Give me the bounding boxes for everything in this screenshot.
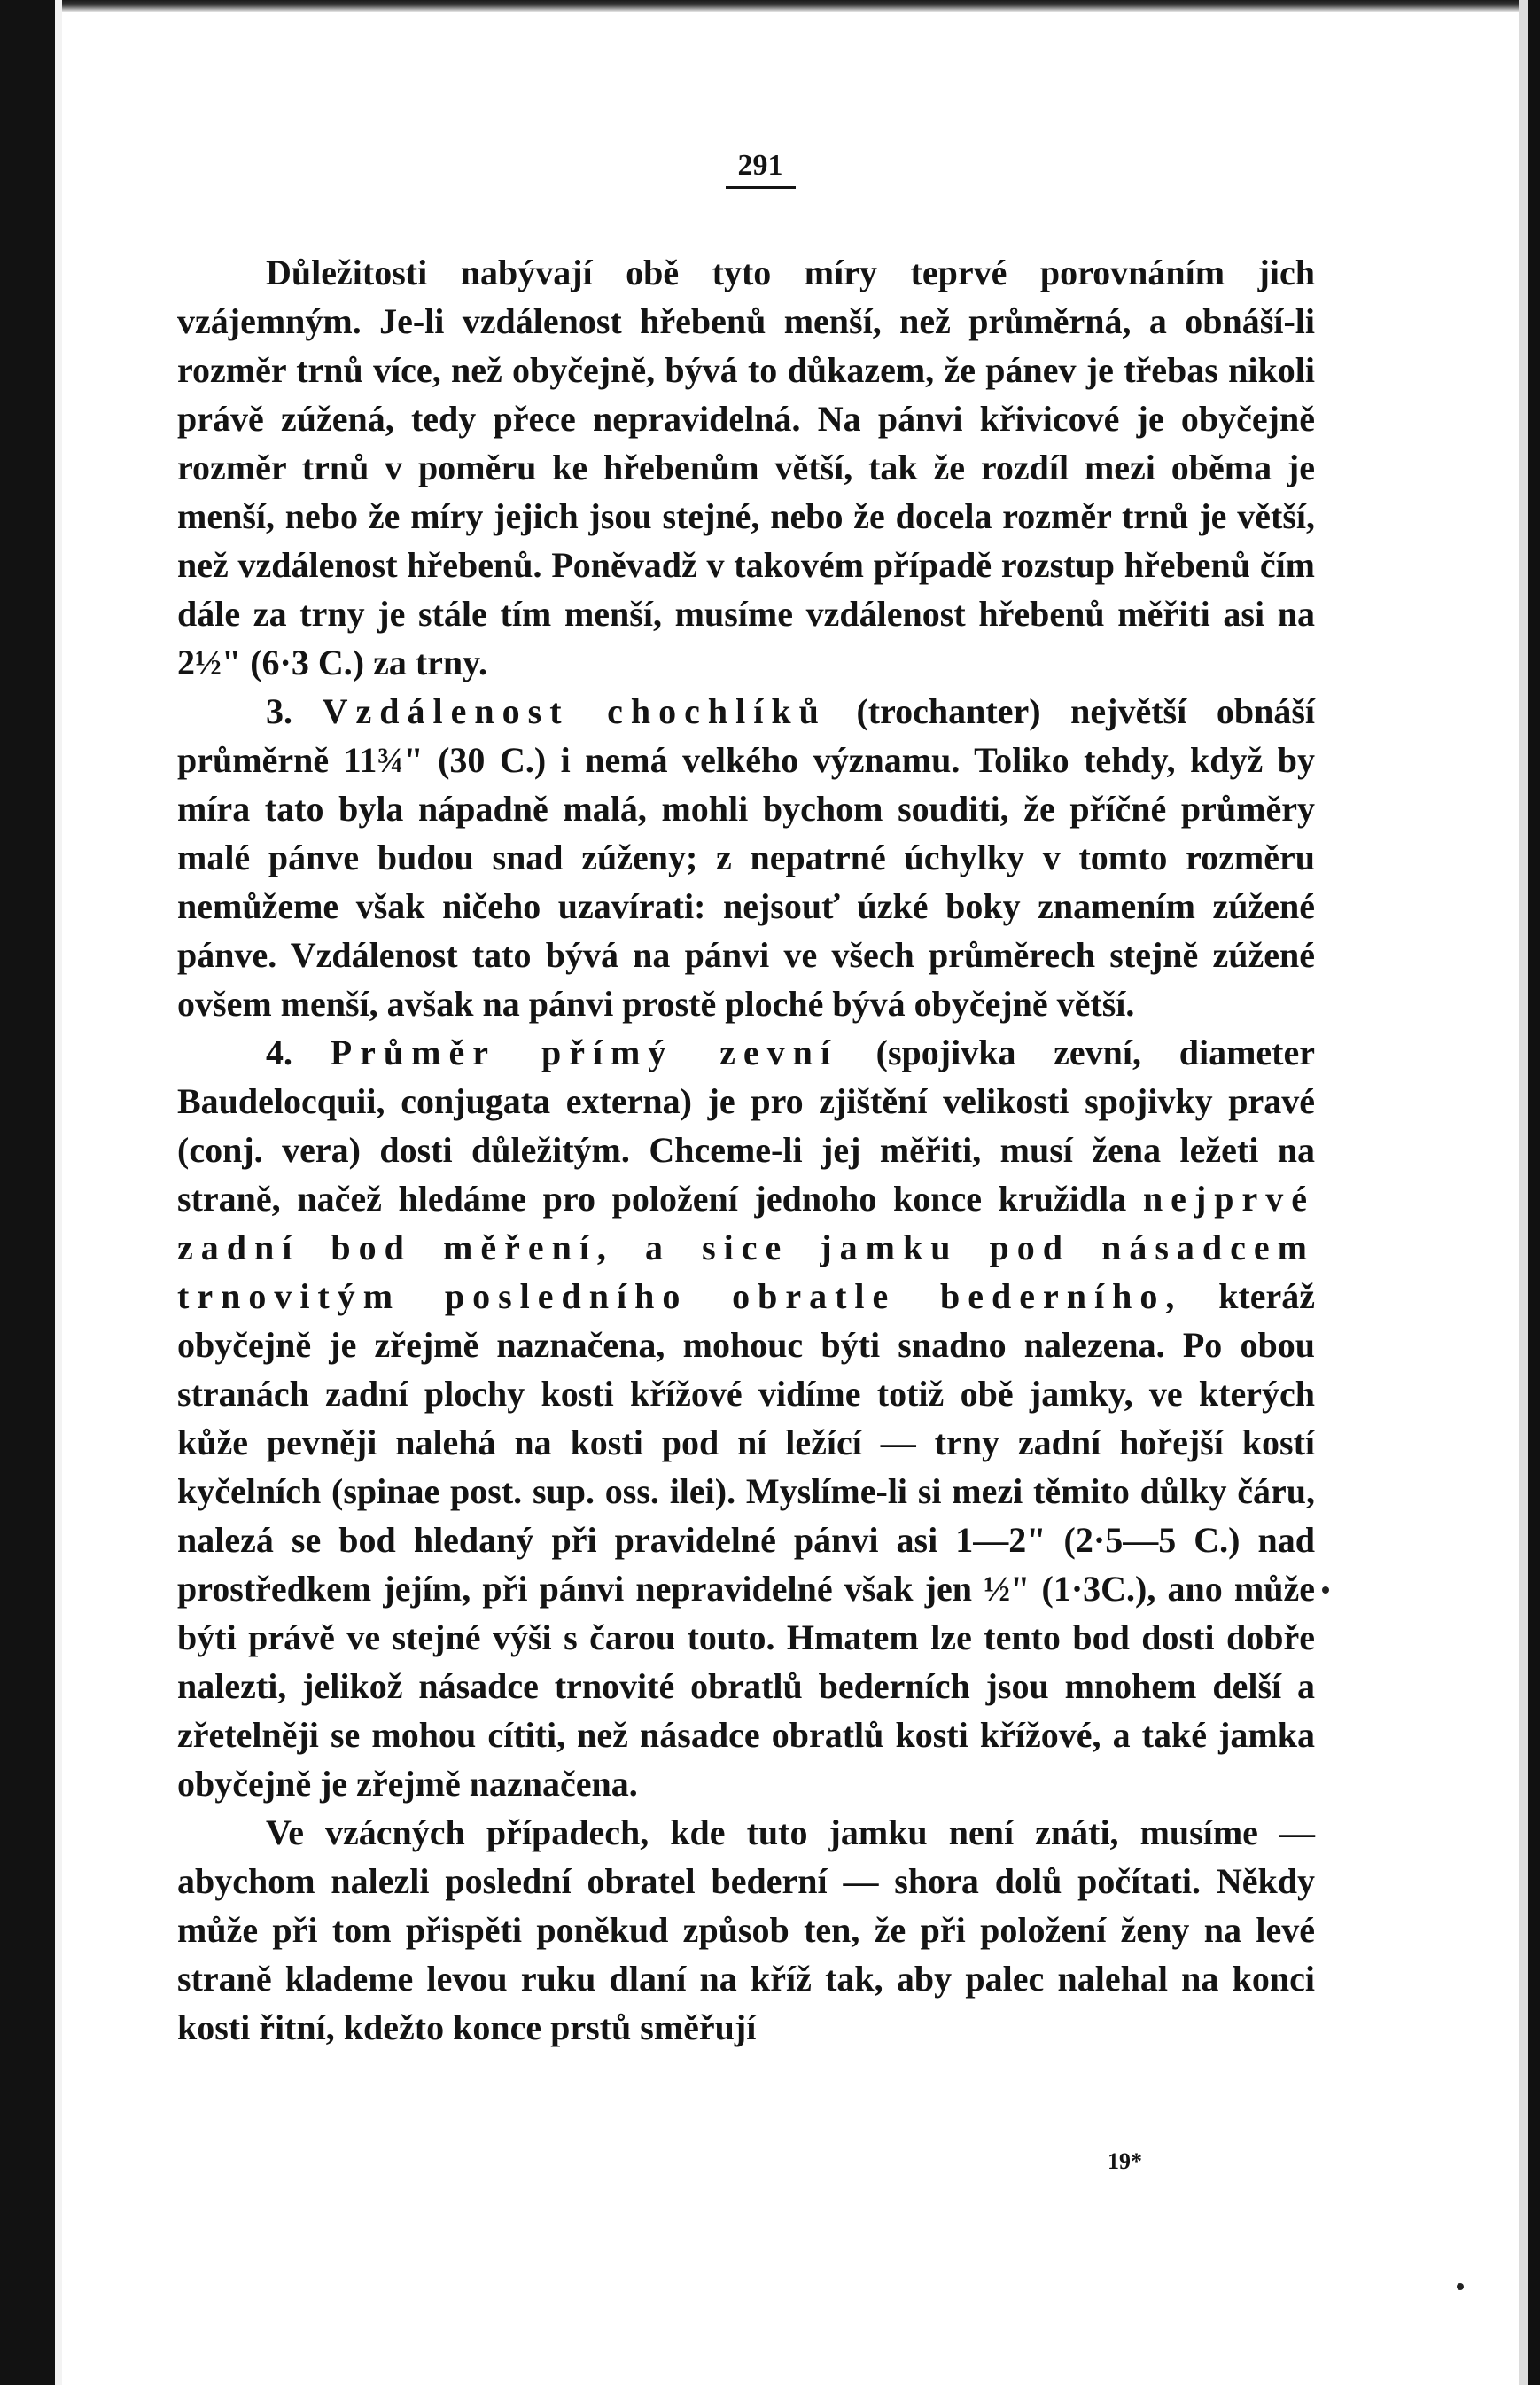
- paragraph-3-spaced-phrase: nejprvé zadní bod měření, a sice jamku pod násadcem trnovitým posledního obratle bederního,: [177, 1179, 1316, 1316]
- scan-top-edge: [62, 0, 1540, 12]
- paragraph-3-text-a: (spojivka zevní, diameter Baudelocquii, conjugata externa) je pro zjištění velikosti spojivky pravé (conj. vera) dosti důležitým. Chceme-li jej měřiti, musí žena ležeti na straně, načež hledáme pro položení jednoho konce kružidla: [177, 1033, 1315, 1219]
- paragraph-2-text: (trochanter) největší obnáší průměrně 11¾" (30 C.) i nemá velkého významu. Toliko tehdy, když by míra tato byla nápadně malá, mohli bychom souditi, že příčné průměry malé pánve budou snad zúženy; z nepatrné úchylky v tomto rozměru nemůžeme však ničeho uzavírati: nejsouť úzké boky znamením zúžené pánve. Vzdálenost tato bývá na pánvi ve všech průměrech stejně zúžené ovšem menší, avšak na pánvi prostě ploché bývá obyčejně větší.: [177, 691, 1316, 1024]
- paragraph-2: [177, 687, 1315, 1028]
- text-body: [177, 248, 1315, 2052]
- paragraph-2-spaced-term: Vzdálenost chochlíků: [322, 691, 827, 731]
- paragraph-2-number: 3.: [266, 691, 292, 731]
- paragraph-3: [177, 1028, 1315, 1808]
- paragraph-3-spaced-term: Průměr přímý zevní: [330, 1033, 838, 1072]
- paragraph-4-text: Ve vzácných případech, kde tuto jamku není znáti, musíme — abychom nalezli poslední obratel bederní — shora dolů počítati. Někdy může při tom přispěti poněkud způsob ten, že při položení ženy na levé straně klademe levou ruku dlaní na kříž tak, aby palec nalehal na konci kosti řitní, kdežto konce prstů směřují: [177, 1812, 1315, 2047]
- page-number: [0, 149, 1540, 189]
- scan-left-edge: [0, 0, 62, 2385]
- scan-left-edge-highlight: [55, 0, 62, 2385]
- paragraph-3-text-b: kteráž obyčejně je zřejmě naznačena, mohouc býti snadno nalezena. Po obou stranách zadní plochy kosti křížové vidíme totiž obě jamky, ve kterých kůže pevněji nalehá na kosti pod ní ležící — trny zadní hořejší kostí kyčelních (spinae post. sup. oss. ilei). Myslíme-li si mezi těmito důlky čáru, nalezá se bod hledaný při pravidelné pánvi asi 1—2" (2·5—5 C.) nad prostředkem jejím, při pánvi nepravidelné však jen ½" (1·3C.), ano může býti právě ve stejné výši s čarou touto. Hmatem lze tento bod dosti dobře nalezti, jelikož násadce trnovité obratlů bederních jsou mnohem delší a zřetelněji se mohou cítiti, než násadce obratlů kosti křížové, a také jamka obyčejně je zřejmě naznačena.: [177, 1276, 1316, 1804]
- paragraph-1-text: Důležitosti nabývají obě tyto míry teprvé porovnáním jich vzájemným. Je-li vzdálenost hřebenů menší, než průměrná, a obnáší-li rozměr trnů více, než obyčejně, bývá to důkazem, že pánev je třebas nikoli právě zúžená, tedy přece nepravidelná. Na pánvi křivicové je obyčejně rozměr trnů v poměru ke hřebenům větší, tak že rozdíl mezi oběma je menší, nebo že míry jejich jsou stejné, nebo že docela rozměr trnů je větší, než vzdálenost hřebenů. Poněvadž v takovém případě rozstup hřebenů čím dále za trny je stále tím menší, musíme vzdálenost hřebenů měřiti asi na 2½" (6·3 C.) za trny.: [177, 253, 1315, 682]
- signature-mark: 19*: [1108, 2148, 1142, 2174]
- page-number-text: 291: [726, 149, 796, 189]
- paragraph-3-number: 4.: [266, 1033, 292, 1072]
- scan-speck: [1457, 2283, 1464, 2290]
- scan-speck: [1322, 1586, 1329, 1594]
- scan-right-edge-highlight: [1519, 0, 1528, 2385]
- scan-right-edge: [1528, 0, 1540, 2385]
- paragraph-4: [177, 1808, 1315, 2052]
- paragraph-1: [177, 248, 1315, 687]
